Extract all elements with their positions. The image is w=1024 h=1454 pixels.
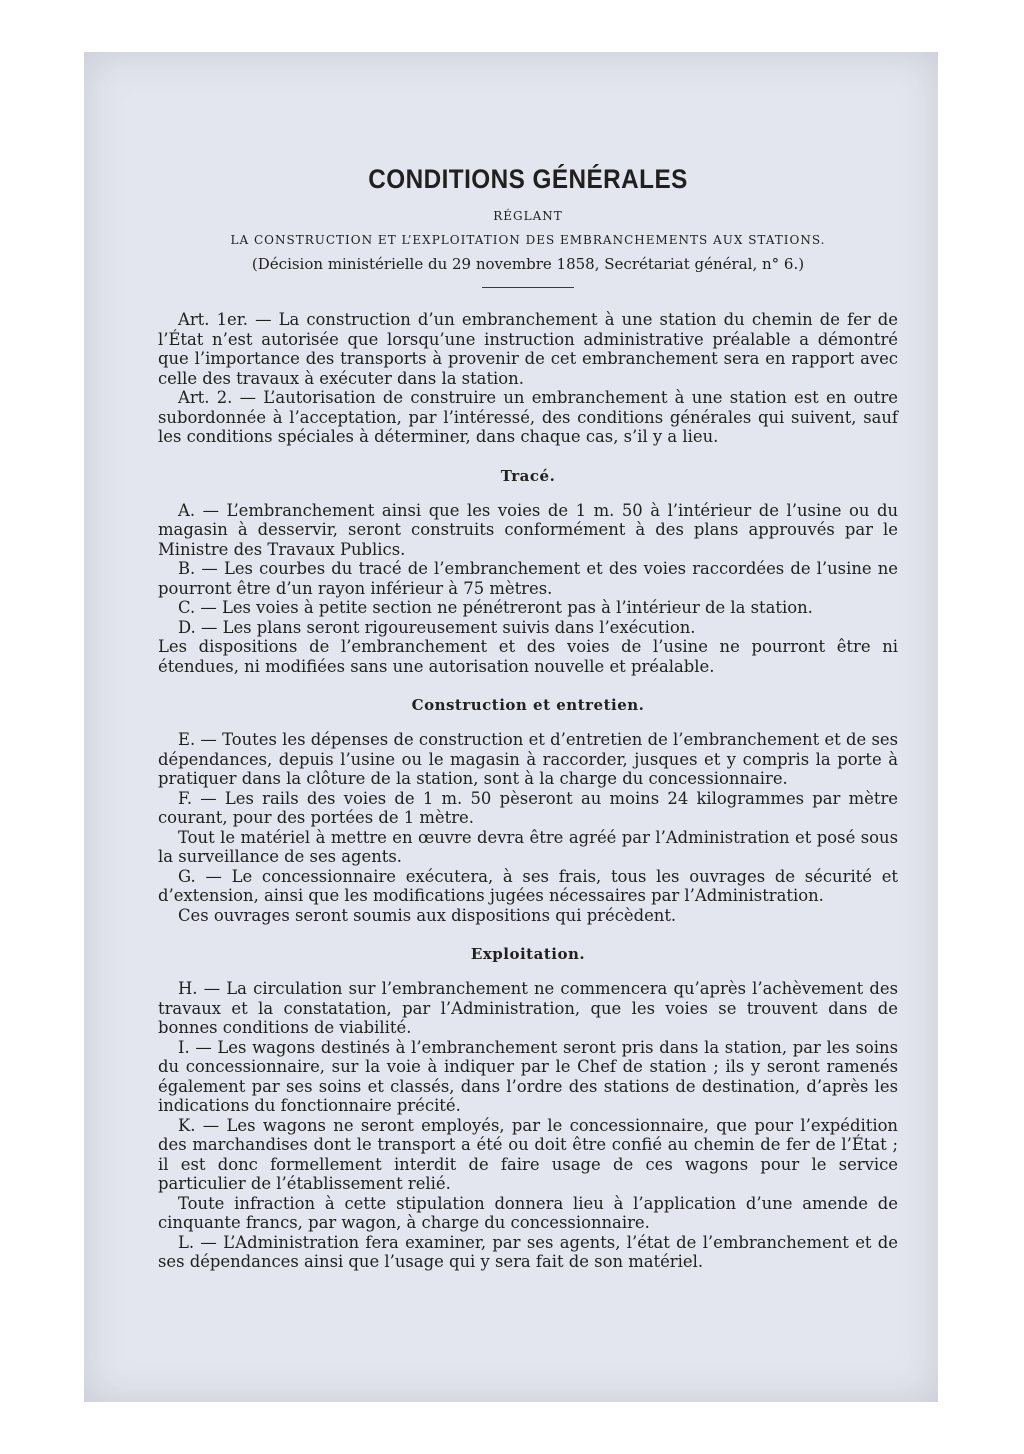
section-heading-construction: Construction et entretien. xyxy=(411,696,645,714)
section-heading-trace: Tracé. xyxy=(500,466,556,485)
paragraph-a: A. — L’embranchement ainsi que les voies de 1 m. 50 à l’intérieur de l’usine ou du magasin à desservir, seront construits conformément à des plans approuvés par le Ministre des Travaux Publics. xyxy=(158,500,898,559)
article-2: Art. 2. — L’autorisation de construire un embranchement à une station est en outre subordonnée à l’acceptation, par l’intéressé, des conditions générales qui suivent, sauf les conditions spéciales à déterminer, dans chaque cas, s’il y a lieu. xyxy=(158,388,898,446)
paragraph-ouvrages: Ces ouvrages seront soumis aux dispositions qui précèdent. xyxy=(178,905,677,925)
paragraph-l: L. — L’Administration fera examiner, par ses agents, l’état de l’embranchement et de ses dépendances ainsi que l’usage qui y sera fait de son matériel. xyxy=(158,1232,898,1271)
paragraph-i: I. — Les wagons destinés à l’embranchement seront pris dans la station, par les soins du concessionnaire, sur la voie à indiquer par le Chef de station ; ils y seront ramenés également par ses soins et classés, dans l’ordre des stations de destination, d’après les indications du fonctionnaire précité. xyxy=(158,1037,898,1115)
paragraph-g: G. — Le concessionnaire exécutera, à ses frais, tous les ouvrages de sécurité et d’extension, ainsi que les modifications jugées nécessaires par l’Administration. xyxy=(158,866,898,905)
paragraph-amende: Toute infraction à cette stipulation donnera lieu à l’application d’une amende de cinquante francs, par wagon, à charge du concessionnaire. xyxy=(158,1193,898,1232)
document-subtitle-2: LA CONSTRUCTION ET L’EXPLOITATION DES EMBRANCHEMENTS AUX STATIONS. xyxy=(230,233,826,247)
document-title: CONDITIONS GÉNÉRALES xyxy=(368,164,688,194)
paragraph-k: K. — Les wagons ne seront employés, par le concessionnaire, que pour l’expédition des marchandises dont le transport a été ou doit être confié au chemin de fer de l’État ; il est donc formellement interdit de faire usage de ces wagons pour le service particulier de l’établissement relié. xyxy=(158,1115,898,1193)
paragraph-dispositions: Les dispositions de l’embranchement et des voies de l’usine ne pourront être ni étendues, ni modifiées sans une autorisation nouvelle et préalable. xyxy=(158,637,898,676)
document-body xyxy=(158,164,898,1272)
paragraph-b: B. — Les courbes du tracé de l’embranchement et des voies raccordées de l’usine ne pourront être d’un rayon inférieur à 75 mètres. xyxy=(158,559,898,598)
section-heading-exploitation: Exploitation. xyxy=(470,945,586,963)
title-separator xyxy=(482,287,574,288)
decision-reference: (Décision ministérielle du 29 novembre 1858, Secrétariat général, n° 6.) xyxy=(251,255,805,273)
paragraph-materiel: Tout le matériel à mettre en œuvre devra être agréé par l’Administration et posé sous la surveillance de ses agents. xyxy=(158,827,898,866)
paragraph-d: D. — Les plans seront rigoureusement suivis dans l’exécution. xyxy=(178,617,696,637)
scanned-page xyxy=(84,52,938,1402)
paragraph-e: E. — Toutes les dépenses de construction et d’entretien de l’embranchement et de ses dépendances, depuis l’usine ou le magasin à raccorder, jusques et y compris la porte à pratiquer dans la clôture de la station, sont à la charge du concessionnaire. xyxy=(158,730,898,788)
article-1: Art. 1er. — La construction d’un embranchement à une station du chemin de fer de l’État n’est autorisée que lorsqu’une instruction administrative préalable a démontré que l’importance des transports à provenir de cet embranchement sera en rapport avec celle des travaux à exécuter dans la station. xyxy=(158,310,898,388)
paragraph-c: C. — Les voies à petite section ne pénétreront pas à l’intérieur de la station. xyxy=(178,598,813,617)
paragraph-h: H. — La circulation sur l’embranchement ne commencera qu’après l’achèvement des travaux et la constatation, par l’Administration, que les voies se trouvent dans de bonnes conditions de viabilité. xyxy=(158,979,898,1037)
exploitation-block xyxy=(158,979,898,1272)
paragraph-f: F. — Les rails des voies de 1 m. 50 pèseront au moins 24 kilogrammes par mètre courant, pour des portées de 1 mètre. xyxy=(158,788,898,827)
document-subtitle: RÉGLANT xyxy=(493,209,563,223)
